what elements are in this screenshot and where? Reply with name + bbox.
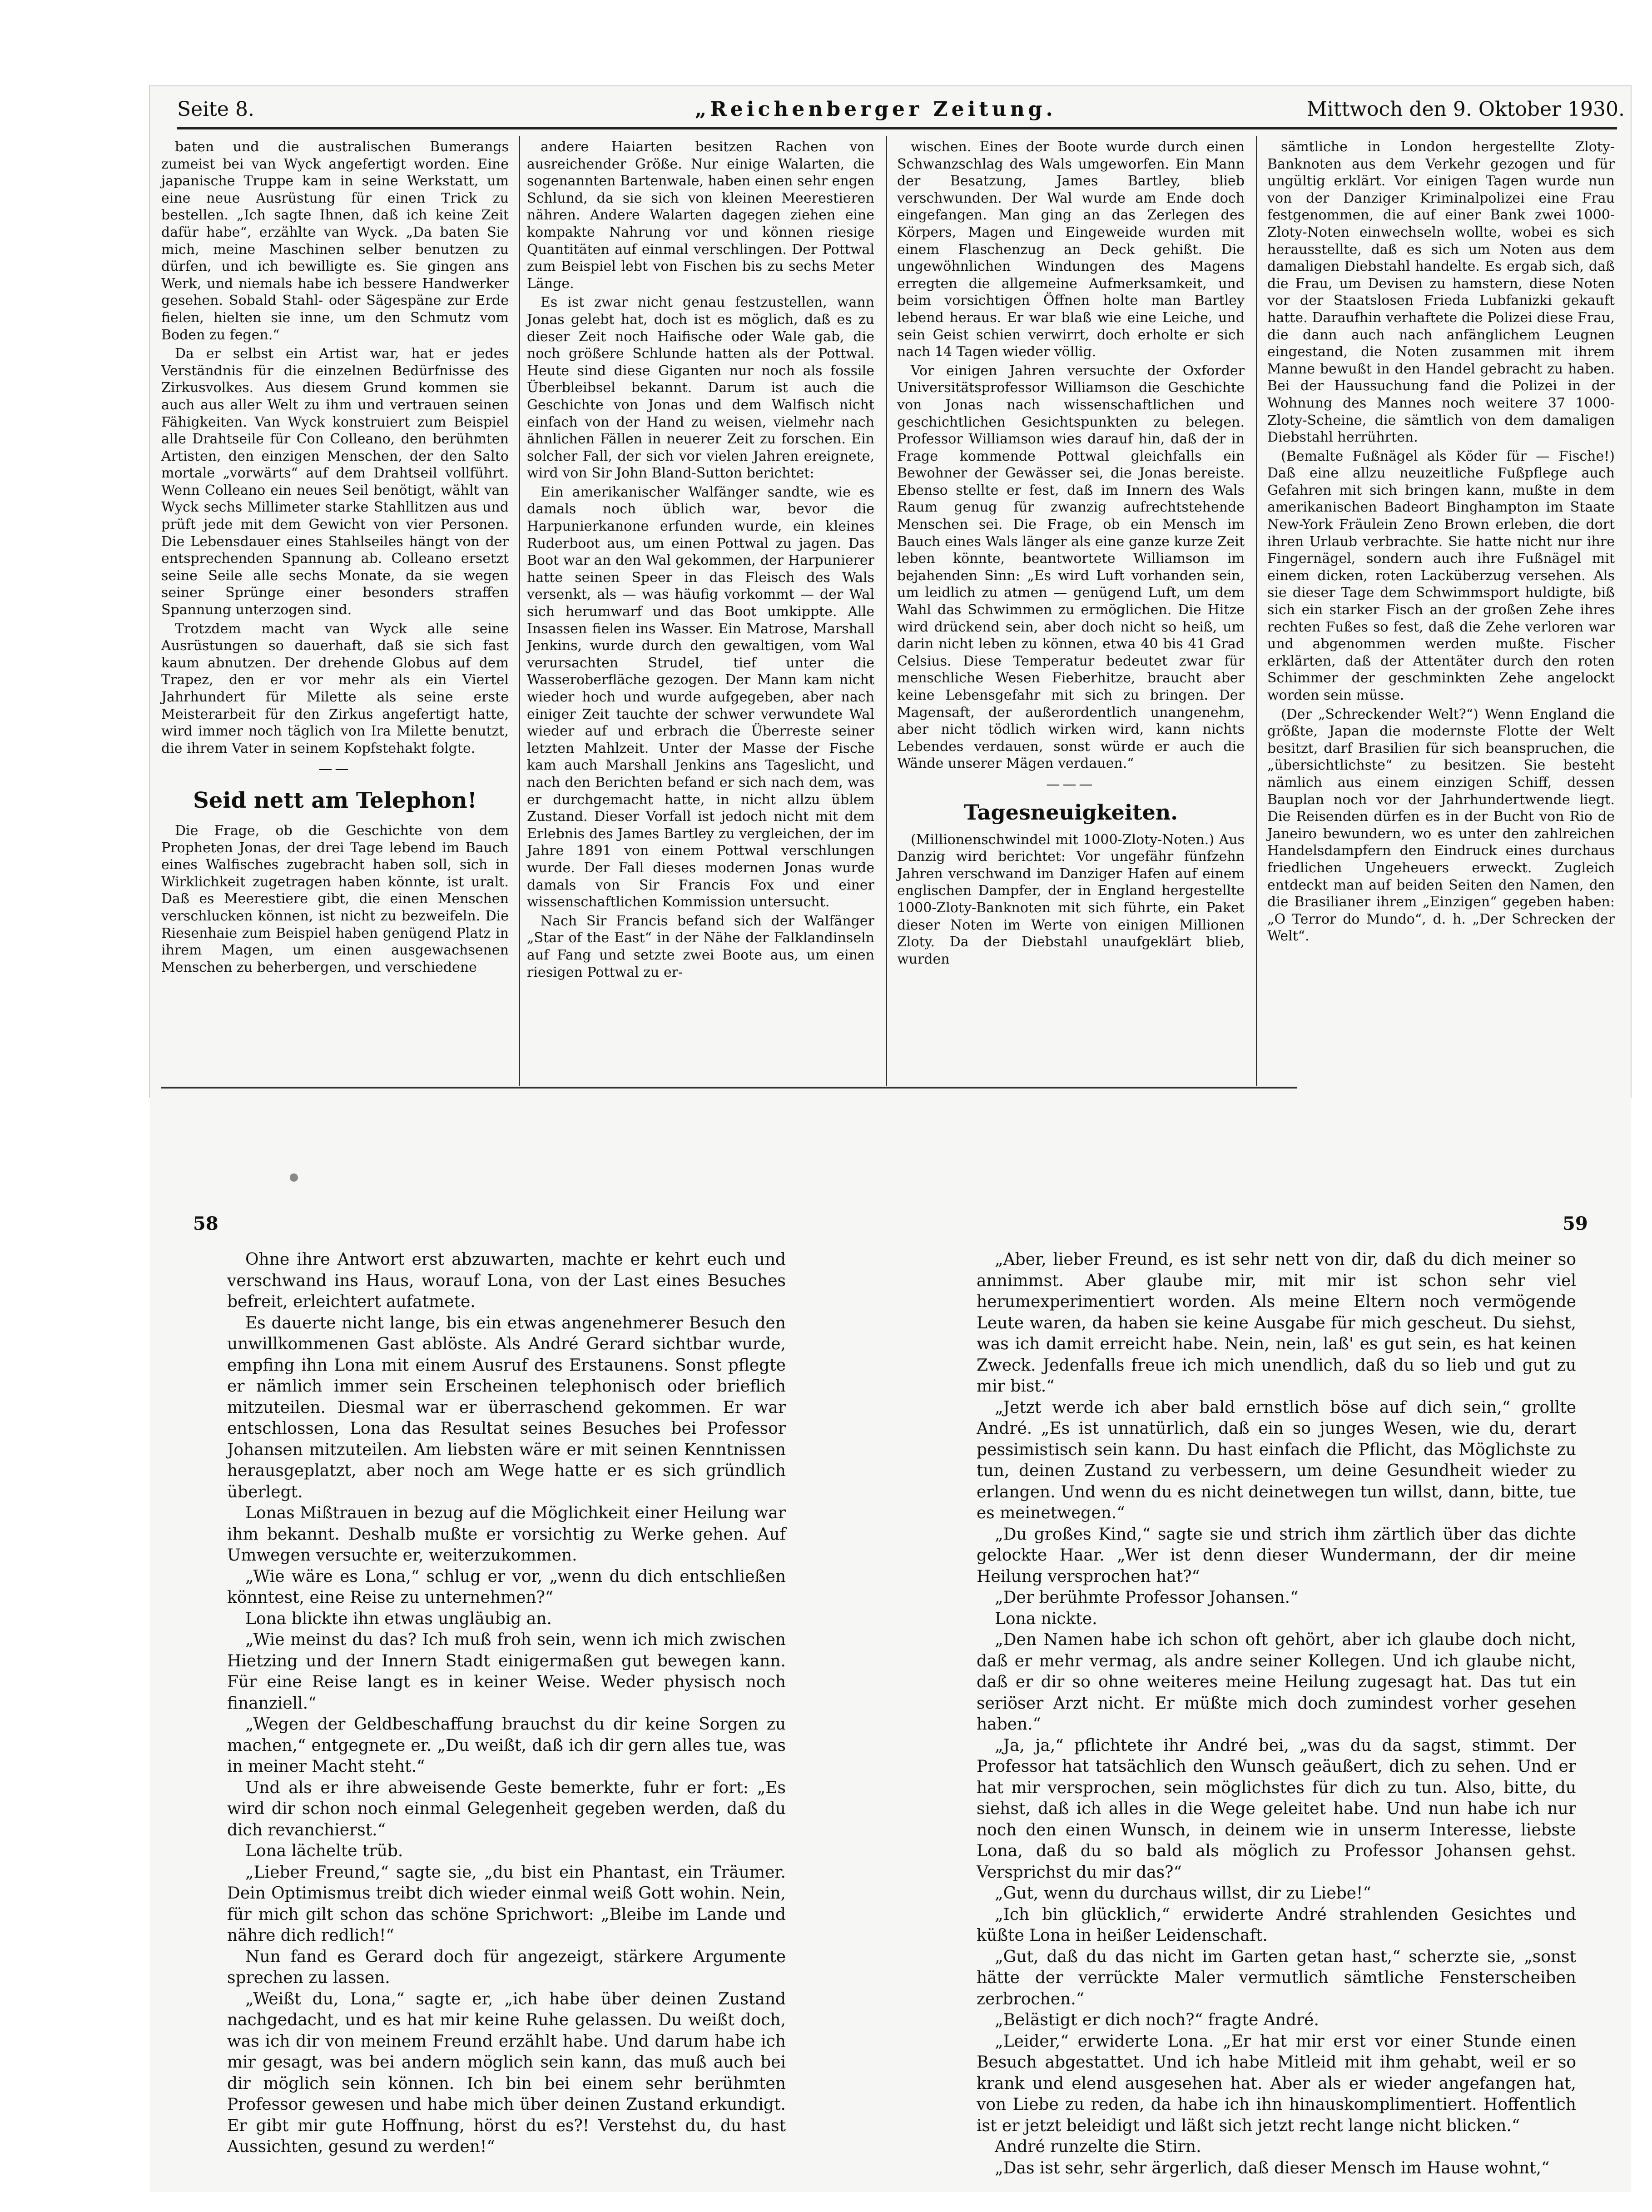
- paragraph: „Leider,“ erwiderte Lona. „Er hat mir erst vor einer Stunde einen Besuch abgestattet. Und ich habe Mitleid mit ihm gehabt, weil er so krank und elend ausgesehen hat. Aber als er wieder angefangen hat, von Liebe zu reden, da habe ich ihn hinauskomplimentiert. Hoffentlich ist er jetzt beleidigt und läßt sich jetzt recht lange nicht blicken.“: [977, 2032, 1576, 2135]
- paragraph: Ohne ihre Antwort erst abzuwarten, machte er kehrt euch und verschwand ins Haus, worauf Lona, von der Last eines Besuches befreit, erleichtert aufatmete.: [227, 1250, 786, 1311]
- issue-date: Mittwoch den 9. Oktober 1930.: [1306, 98, 1625, 121]
- paragraph: wischen. Eines der Boote wurde durch einen Schwanzschlag des Wals umgeworfen. Ein Mann der Besatzung, James Bartley, blieb verschwunden. Der Wal wurde am Ende doch eingefangen. Man ging an das Zerlegen des Körpers, Magen und Eingeweide wurden mit einem Flaschenzug an Deck gehißt. Die ungewöhnlichen Windungen des Magens erregten die allgemeine Aufmerksamkeit, und beim vorsichtigen Öffnen holte man Bartley lebend heraus. Er war blaß wie eine Leiche, und sein Geist schien verwirrt, doch erholte er sich nach 14 Tagen wieder völlig.: [897, 139, 1245, 360]
- paragraph: „Weißt du, Lona,“ sagte er, „ich habe über deinen Zustand nachgedacht, und es hat mir keine Ruhe gelassen. Du weißt doch, was ich dir von meinem Freund erzählt habe. Und darum habe ich mir gesagt, was bei andern möglich sein kann, das muß auch bei dir möglich sein können. Ich bin bei einem sehr berühmten Professor gewesen und habe mich über deinen Zustand erkundigt. Er gibt mir gute Hoffnung, hörst du es?! Verstehst du, du hast Aussichten, gesund zu werden!“: [227, 1989, 786, 2156]
- paragraph: „Gut, wenn du durchaus willst, dir zu Liebe!“: [995, 1884, 1371, 1903]
- paragraph: Lona lächelte trüb.: [245, 1842, 403, 1860]
- separator: ——: [318, 761, 352, 777]
- page-label: Seite 8.: [177, 98, 254, 121]
- paragraph: Nach Sir Francis befand sich der Walfänger „Star of the East“ in der Nähe der Falklandinseln auf Fang und setzte zwei Boote aus, um einen riesigen Pottwal zu er-: [527, 913, 874, 980]
- newspaper-column-1: [161, 139, 509, 1084]
- paragraph: „Lieber Freund,“ sagte sie, „du bist ein Phantast, ein Träumer. Dein Optimismus treibt dich wieder einmal weiß Gott wohin. Nein, für mich gilt schon das schöne Sprichwort: „Bleibe im Lande und nähre dich redlich!“: [227, 1863, 786, 1945]
- book-page-left: [227, 1249, 786, 2158]
- paragraph: „Du großes Kind,“ sagte sie und strich ihm zärtlich über das dichte gelockte Haar. „Wer ist denn dieser Wundermann, der dir meine Heilung versprochen hat?“: [977, 1525, 1576, 1586]
- column-rule: [1256, 136, 1257, 1086]
- paragraph: „Den Namen habe ich schon oft gehört, aber ich glaube doch nicht, daß er mehr vermag, als andre seiner Kollegen. Und ich glaube nicht, daß er dir so ohne weiteres meine Heilung zugesagt hat. Das tut ein seriöser Arzt nicht. Er müßte mich doch zumindest vorher gesehen haben.“: [977, 1630, 1576, 1734]
- paragraph: (Bemalte Fußnägel als Köder für — Fische!) Daß eine allzu neuzeitliche Fußpflege auch Gefahren mit sich bringen kann, mußte in dem amerikanischen Badeort Binghampton im Staate New-York Fräulein Zeno Brown erleben, die dort ihren Urlaub verbrachte. Sie hatte nicht nur ihre Fingernägel, sondern auch ihre Fußnägel mit einem dicken, roten Lacküberzug versehen. Als sie dieser Tage dem Schwimmsport huldigte, biß sich ein starker Fisch an der großen Zehe ihres rechten Fußes so fest, daß die Zehe verloren war und abgenommen werden mußte. Fischer erklärten, daß der Attentäter durch den roten Schimmer der geschminkten Zehe angelockt worden sein müsse.: [1267, 448, 1615, 703]
- paragraph: andere Haiarten besitzen Rachen von ausreichender Größe. Nur einige Walarten, die sogenannten Bartenwale, haben einen sehr engen Schlund, da sie sich von kleinen Meerestieren nähren. Andere Walarten dagegen ziehen eine kompakte Nahrung vor und können riesige Quantitäten auf einmal verschlingen. Der Pottwal zum Beispiel lebt von Fischen bis zu sechs Meter Länge.: [527, 139, 874, 292]
- paragraph: „Jetzt werde ich aber bald ernstlich böse auf dich sein,“ grollte André. „Es ist unnatürlich, daß ein so junges Wesen, wie du, derart pessimistisch sein kann. Du hast einfach die Pflicht, das Möglichste zu tun, deinen Zustand zu verbessern, um deine Gesundheit wieder zu erlangen. Und wenn du es nicht deinetwegen tun willst, dann, bitte, tue es meinetwegen.“: [977, 1398, 1576, 1522]
- newspaper-column-4: [1267, 139, 1615, 1084]
- page-number-right: 59: [1563, 1213, 1588, 1234]
- separator: ———: [1046, 776, 1096, 792]
- paragraph: baten und die australischen Bumerangs zumeist bei van Wyck angefertigt worden. Eine japanische Truppe kam in seine Werkstatt, um eine neue Ausrüstung für einen Trick zu bestellen. „Ich sagte Ihnen, daß ich keine Zeit dafür habe“, erzählte van Wyck. „Da baten Sie mich, meine Maschinen selber benutzen zu dürfen, und ich bewilligte es. Sie gingen ans Werk, und niemals habe ich bessere Handwerker gesehen. Sobald Stahl- oder Sägespäne zur Erde fielen, hielten sie inne, um den Schmutz vom Boden zu fegen.“: [161, 139, 509, 343]
- paragraph: „Wegen der Geldbeschaffung brauchst du dir keine Sorgen zu machen,“ entgegnete er. „Du weißt, daß ich dir gern alles tue, was in meiner Macht steht.“: [227, 1715, 786, 1776]
- paragraph: (Der „Schreckender Welt?“) Wenn England die größte, Japan die modernste Flotte der Welt besitzt, darf Brasilien für sich beanspruchen, die „übersichtlichste“ zu besitzen. Sie besteht nämlich aus einem einzigen Schiff, dessen Bauplan noch vor der Jahrhundertwende liegt. Die Reisenden dürfen es in der Bucht von Rio de Janeiro bewundern, wo es unter den zahlreichen Handelsdampfern den Eindruck eines durchaus friedlichen Ungeheuers erweckt. Zugleich entdeckt man auf beiden Seiten den Namen, den die Brasilianer ihrem „Einzigen“ gegeben haben: „O Terror do Mundo“, d. h. „Der Schrecken der Welt“.: [1267, 706, 1615, 944]
- paragraph: „Ja, ja,“ pflichtete ihr André bei, „was du da sagst, stimmt. Der Professor hat tatsächlich den Wunsch geäußert, dich zu sehen. Und er hat mir versprochen, sein möglichstes für dich zu tun. Also, bitte, du siehst, daß ich alles in die Wege geleitet habe. Und nun habe ich nur noch den einen Wunsch, in deinem wie in unserm Interesse, liebste Lona, daß du so bald als möglich zu Professor Johansen gehst. Versprichst du mir das?“: [977, 1736, 1576, 1882]
- paragraph: „Das ist sehr, sehr ärgerlich, daß dieser Mensch im Hause wohnt,“: [995, 2158, 1550, 2177]
- paragraph: Da er selbst ein Artist war, hat er jedes Verständnis für die einzelnen Bedürfnisse des Zirkusvolkes. Aus diesem Grund kommen sie auch aus aller Welt zu ihm und vertrauen seinen Fähigkeiten. Van Wyck konstruiert zum Beispiel alle Drahtseile für Con Colleano, den berühmten Artisten, den einzigen Menschen, der den Salto mortale „vorwärts“ auf dem Drahtseil vollführt. Wenn Colleano ein neues Seil benötigt, wählt van Wyck sechs Millimeter starke Stahllitzen aus und prüft jede mit dem Gewicht von vier Personen. Die Lebensdauer eines Stahlseiles hängt von der entsprechenden Spannung ab. Colleano ersetzt seine Seile alle sechs Monate, da sie wegen seiner Sprünge einer besonders straffen Spannung unterzogen sind.: [161, 346, 509, 618]
- paragraph: Lonas Mißtrauen in bezug auf die Möglichkeit einer Heilung war ihm bekannt. Deshalb mußte er vorsichtig zu Werke gehen. Auf Umwegen versuchte er, weiterzukommen.: [227, 1504, 786, 1565]
- paragraph: „Der berühmte Professor Johansen.“: [995, 1588, 1299, 1607]
- newspaper-column-3: [897, 139, 1245, 1084]
- article-heading: Seid nett am Telephon!: [193, 787, 477, 813]
- paragraph: (Millionenschwindel mit 1000-Zloty-Noten.) Aus Danzig wird berichtet: Vor ungefähr fünfzehn Jahren verschwand im Danziger Hafen auf einem englischen Dampfer, der in England hergestellte 1000-Zloty-Banknoten mit sich führte, ein Paket dieser Noten im Werte von einigen Millionen Zloty. Da der Diebstahl unaufgeklärt blieb, wurden: [897, 831, 1245, 967]
- newspaper-title: „Reichenberger Zeitung.: [695, 98, 1057, 121]
- paragraph: Es ist zwar nicht genau festzustellen, wann Jonas gelebt hat, doch ist es möglich, daß es zu dieser Zeit noch Haifische oder Wale gab, die noch größere Schlunde hatten als der Pottwal. Heute sind diese Giganten nur noch als fossile Überbleibsel bekannt. Darum ist auch die Geschichte von Jonas und dem Walfisch nicht einfach von der Hand zu weisen, vielmehr nach ähnlichen Fällen in neuerer Zeit zu forschen. Ein solcher Fall, der sich vor vielen Jahren ereignete, wird von Sir John Bland-Sutton berichtet:: [527, 294, 874, 482]
- paragraph: „Belästigt er dich noch?“ fragte André.: [995, 2011, 1319, 2029]
- column-rule: [519, 136, 520, 1086]
- paragraph: Ein amerikanischer Walfänger sandte, wie es damals noch üblich war, bevor die Harpunierkanone erfunden wurde, ein kleines Ruderboot aus, um einen Pottwal zu jagen. Das Boot war an den Wal gekommen, der Harpunierer hatte seinen Speer in das Fleisch des Wals versenkt, als — was häufig vorkommt — der Wal sich herumwarf und das Boot umkippte. Alle Insassen fielen ins Wasser. Ein Matrose, Marshall Jenkins, wurde durch den gewaltigen, vom Wal verursachten Strudel, tief unter die Wasseroberfläche gezogen. Der Mann kam nicht wieder hoch und wurde aufgegeben, aber nach einiger Zeit tauchte der schwer verwundete Wal wieder auf und erbrach die Überreste seiner letzten Mahlzeit. Unter der Masse der Fische kam auch Marshall Jenkins ans Tageslicht, und nach den Berichten befand er sich nach dem, was er durchgemacht hatte, in nicht allzu üblem Zustand. Dieser Vorfall ist jedoch nicht mit dem Erlebnis des James Bartley zu vergleichen, der im Jahre 1891 von einem Pottwal verschlungen wurde. Der Fall dieses modernen Jonas wurde damals von Sir Francis Fox und einer wissenschaftlichen Kommission untersucht.: [527, 484, 874, 910]
- newspaper-column-2: [527, 139, 874, 1084]
- newspaper-header: [177, 93, 1625, 125]
- paragraph: „Ich bin glücklich,“ erwiderte André strahlenden Gesichtes und küßte Lona in heißer Leidenschaft.: [977, 1905, 1576, 1945]
- paragraph: „Wie wäre es Lona,“ schlug er vor, „wenn du dich entschließen könntest, eine Reise zu unternehmen?“: [227, 1567, 786, 1607]
- paragraph: Vor einigen Jahren versuchte der Oxforder Universitätsprofessor Williamson die Geschichte von Jonas nach wissenschaftlichen und geschichtlichen Gesichtspunkten zu belegen. Professor Williamson wies darauf hin, daß der in Frage kommende Pottwal gleichfalls ein Bewohner der Gewässer sei, die Jonas bereiste. Ebenso stellte er fest, daß im Innern des Wals Raum genug für zwanzig aufrechtstehende Menschen sei. Die Frage, ob ein Mensch im Bauch eines Wals länger als eine ganze kurze Zeit leben könnte, beantwortete Williamson im bejahenden Sinn: „Es wird Luft vorhanden sein, um leidlich zu atmen — genügend Luft, um dem Wahl das Schwimmen zu ermöglichen. Die Hitze wird drückend sein, aber doch nicht so heiß, um darin nicht leben zu können, etwa 40 bis 41 Grad Celsius. Diese Temperatur bedeutet zwar für menschliche Wesen Fieberhitze, braucht aber keine Lebensgefahr mit sich zu bringen. Der Magensaft, der außerordentlich unangenehm, aber nicht tödlich wirken wird, kann nichts Lebendes verdauen, sonst würde er auch die Wände unserer Mägen verdauen.“: [897, 363, 1245, 772]
- paragraph: Lona nickte.: [995, 1609, 1097, 1628]
- paragraph: „Aber, lieber Freund, es ist sehr nett von dir, daß du dich meiner so annimmst. Aber glaube mir, mit mir ist schon sehr viel herumexperimentiert worden. Als meine Eltern noch vermögende Leute waren, da haben sie keine Ausgabe für mich gescheut. Du siehst, was ich damit erreicht habe. Nein, nein, laß' es gut sein, es hat keinen Zweck. Jedenfalls freue ich mich unendlich, daß du so lieb und gut zu mir bist.“: [977, 1250, 1576, 1396]
- column-rule: [886, 136, 887, 1086]
- paragraph: sämtliche in London hergestellte Zloty-Banknoten aus dem Verkehr gezogen und für ungültig erklärt. Vor einigen Tagen wurde nun von der Danziger Kriminalpolizei eine Frau festgenommen, die auf einer Bank zwei 1000-Zloty-Noten einwechseln wollte, wobei es sich herausstellte, daß es sich um Noten aus dem damaligen Diebstahl handelte. Es ergab sich, daß die Frau, um Devisen zu hamstern, diese Noten vor der Staatslosen Frieda Lubfanizki gekauft hatte. Daraufhin verhaftete die Polizei diese Frau, die dann auch nach anfänglichem Leugnen eingestand, die Noten zusammen mit ihrem Manne bewußt in den Handel gebracht zu haben. Bei der Haussuchung fand die Polizei in der Wohnung des Mannes noch weitere 37 1000-Zloty-Scheine, die sämtlich von dem damaligen Diebstahl herrührten.: [1267, 139, 1615, 446]
- paragraph: „Wie meinst du das? Ich muß froh sein, wenn ich mich zwischen Hietzing und der Innern Stadt einigermaßen gut bewegen kann. Für eine Reise langt es in keiner Weise. Weder physisch noch finanziell.“: [227, 1630, 786, 1713]
- paragraph: Lona blickte ihn etwas ungläubig an.: [245, 1609, 552, 1628]
- footer-rule: [161, 1087, 1297, 1089]
- paragraph: Es dauerte nicht lange, bis ein etwas angenehmerer Besuch den unwillkommenen Gast ablöste. Als André Gerard sichtbar wurde, empfing ihn Lona mit einem Ausruf des Erstaunens. Sonst pflegte er nämlich immer sein Erscheinen telephonisch oder brieflich mitzuteilen. Diesmal war er überraschend gekommen. Er war entschlossen, Lona das Resultat seines Besuches bei Professor Johansen mitzuteilen. Am liebsten wäre er mit seinen Kenntnissen herausgeplatzt, aber noch am Wege hatte er es sich gründlich überlegt.: [227, 1313, 786, 1501]
- paragraph: Die Frage, ob die Geschichte von dem Propheten Jonas, der drei Tage lebend im Bauch eines Walfisches zugebracht haben soll, sich in Wirklichkeit zugetragen haben könnte, ist uralt. Daß es Meerestiere gibt, die einen Menschen verschlucken können, ist nicht zu bezweifeln. Die Riesenhaie zum Beispiel haben genügend Platz in ihrem Magen, um einen ausgewachsenen Menschen zu beherbergen, und verschiedene: [161, 822, 509, 975]
- paragraph: André runzelte die Stirn.: [995, 2137, 1201, 2156]
- paragraph: Und als er ihre abweisende Geste bemerkte, fuhr er fort: „Es wird dir schon noch einmal Gelegenheit gegeben werden, daß du dich revanchierst.“: [227, 1778, 786, 1839]
- section-heading: Tagesneuigkeiten.: [963, 800, 1178, 825]
- ink-spot: [290, 1173, 298, 1182]
- paragraph: „Gut, daß du das nicht im Garten getan hast,“ scherzte sie, „sonst hätte der verrückte Maler vermutlich sämtliche Fensterscheiben zerbrochen.“: [977, 1947, 1576, 2008]
- paragraph: Nun fand es Gerard doch für angezeigt, stärkere Argumente sprechen zu lassen.: [227, 1947, 786, 1987]
- book-page-right: [977, 1249, 1576, 2177]
- page-number-left: 58: [193, 1213, 218, 1234]
- header-rule: [177, 127, 1617, 129]
- paragraph: Trotzdem macht van Wyck alle seine Ausrüstungen so dauerhaft, daß sie sich fast kaum abnutzen. Der drehende Globus auf dem Trapez, den er vor mehr als ein Viertel Jahrhundert für Milette als seine erste Meisterarbeit für den Zirkus angefertigt hatte, wird immer noch täglich von Ira Milette benutzt, die ihrem Vater in seinem Kopfstehakt folgte.: [161, 621, 509, 756]
